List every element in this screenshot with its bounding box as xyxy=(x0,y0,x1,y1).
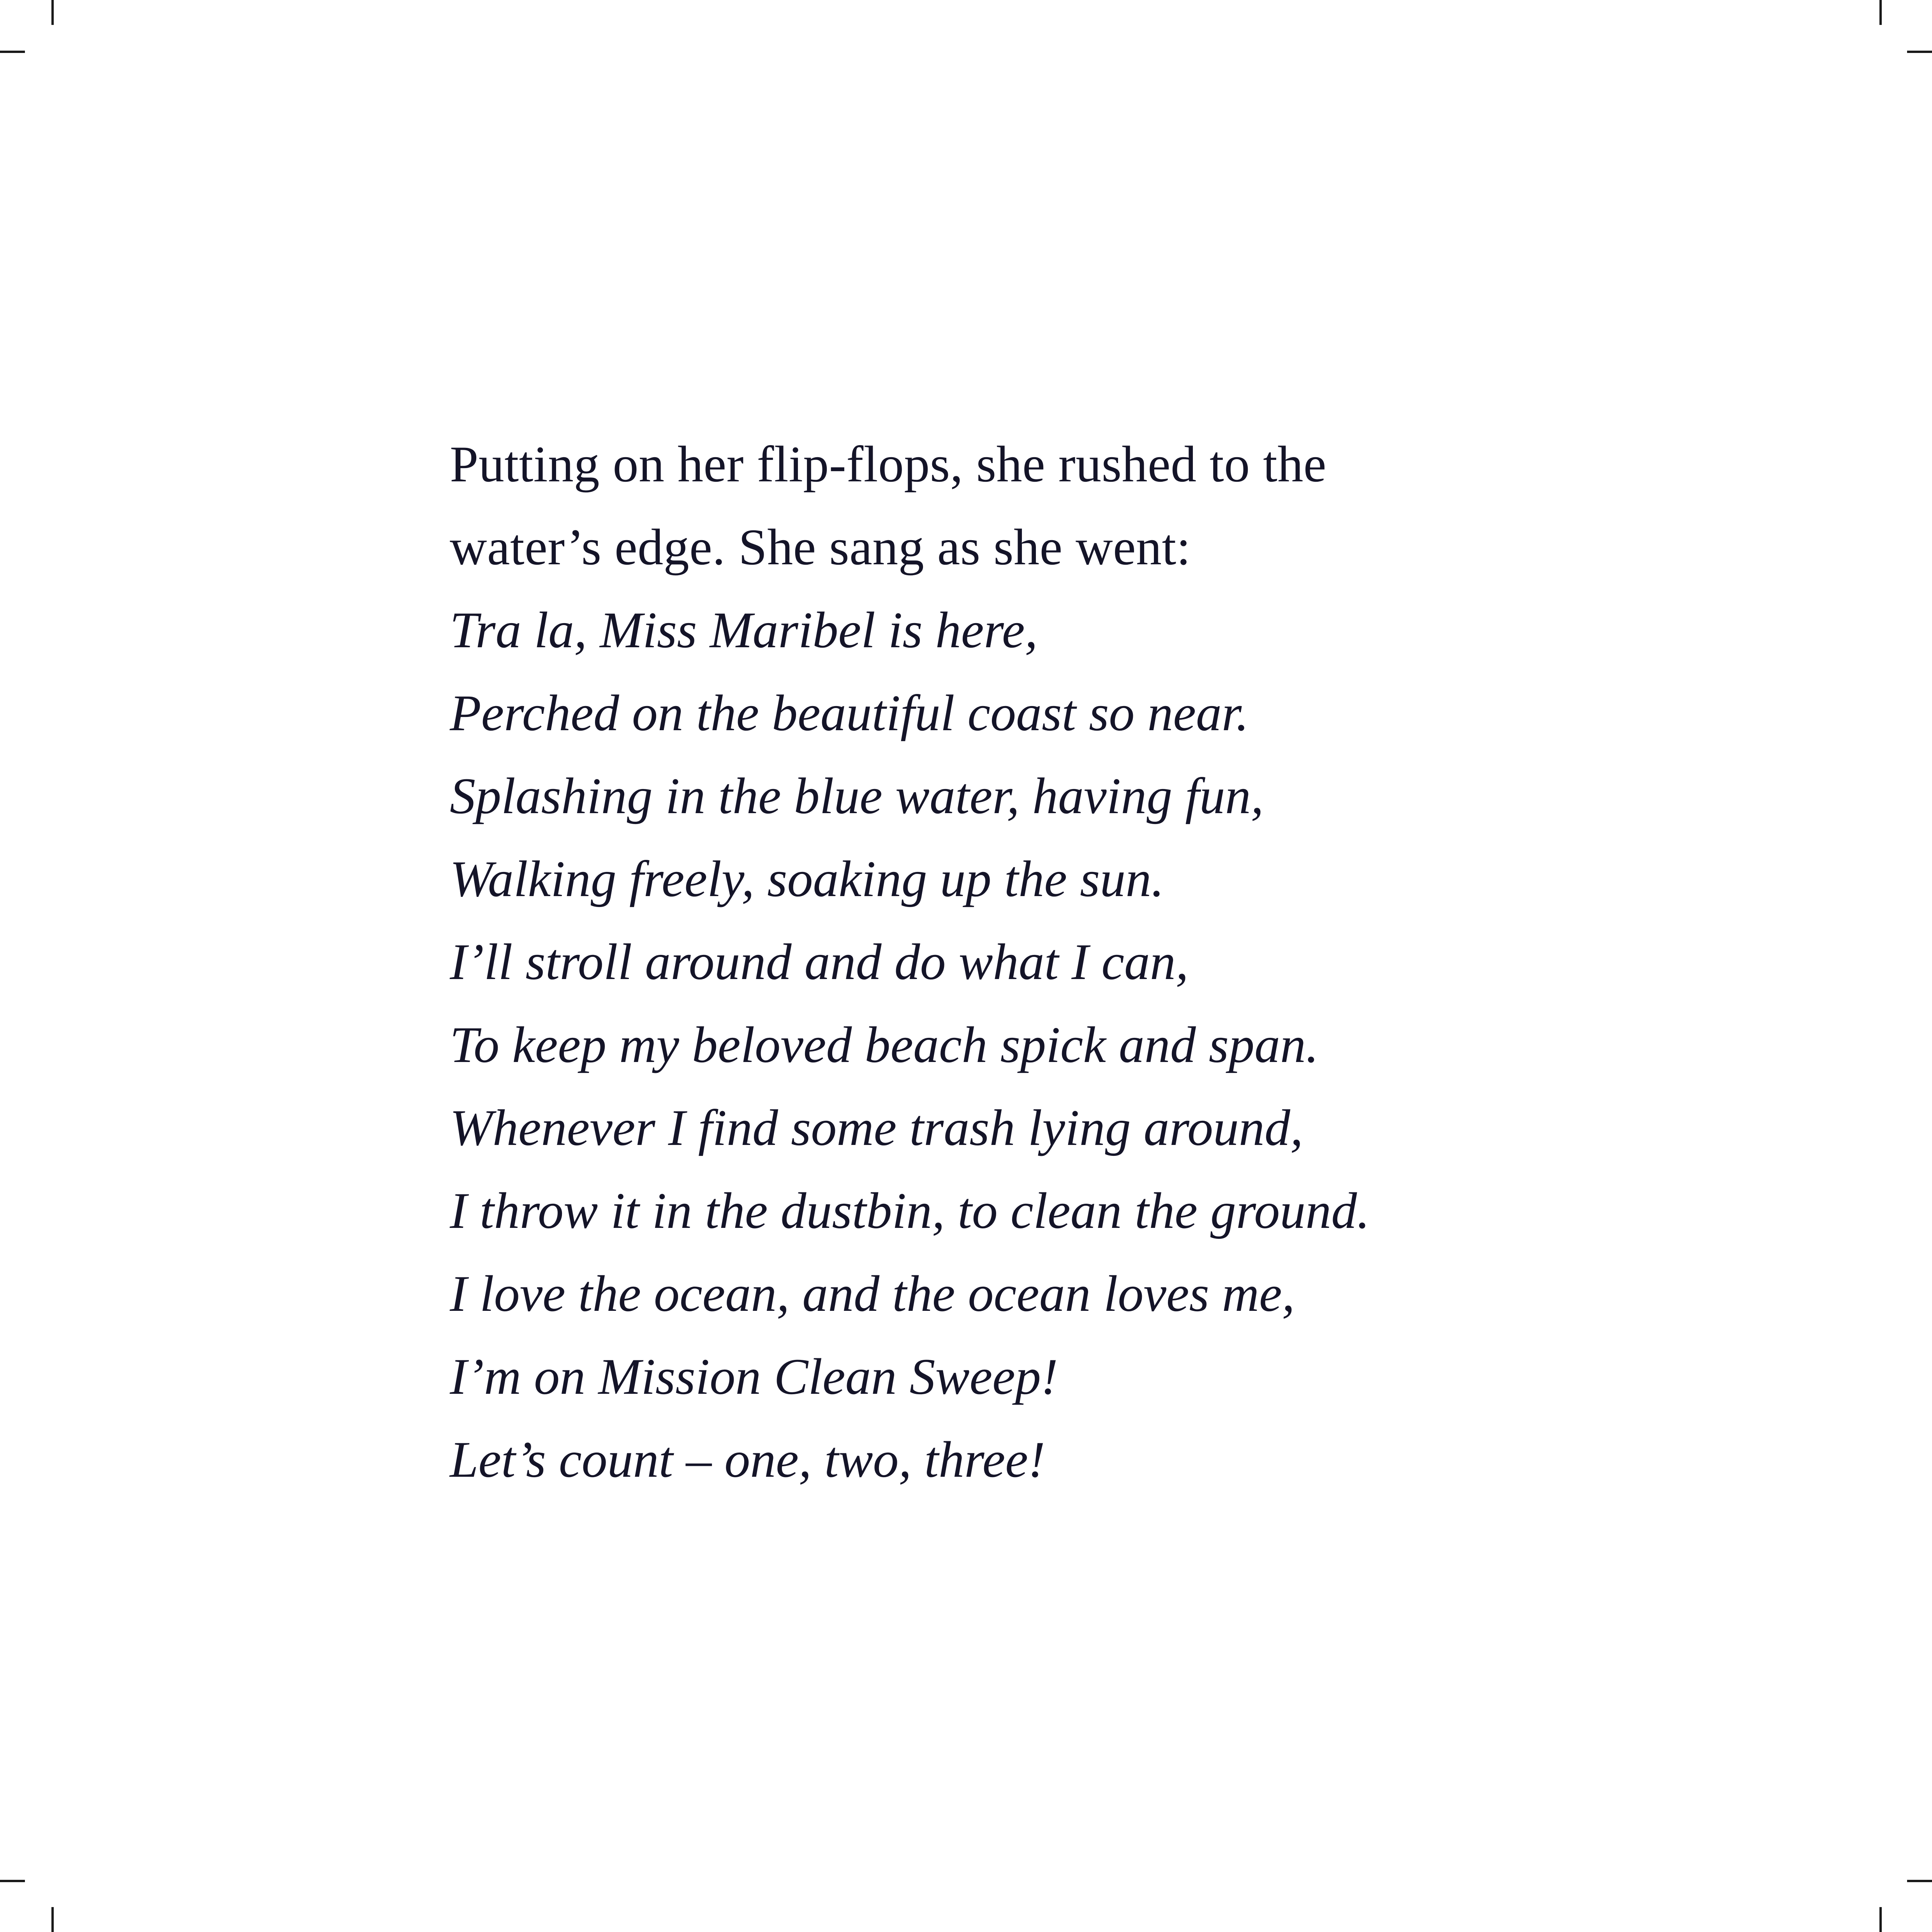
crop-mark-top-left-vertical xyxy=(51,0,54,25)
verse-line: Let’s count – one, two, three! xyxy=(450,1431,1045,1488)
verse-line: Walking freely, soaking up the sun. xyxy=(450,850,1164,907)
crop-mark-bottom-right-horizontal xyxy=(1907,1880,1932,1882)
crop-mark-bottom-right-vertical xyxy=(1879,1907,1882,1932)
verse-line: Splashing in the blue water, having fun, xyxy=(450,767,1264,824)
page-text-block xyxy=(450,423,1579,1501)
crop-mark-bottom-left-vertical xyxy=(51,1907,54,1932)
crop-mark-top-right-horizontal xyxy=(1907,51,1932,53)
prose-line: Putting on her flip-flops, she rushed to the xyxy=(450,435,1327,493)
song-verse xyxy=(450,588,1579,1501)
verse-line: I’ll stroll around and do what I can, xyxy=(450,933,1189,990)
verse-line: To keep my beloved beach spick and span. xyxy=(450,1016,1319,1073)
crop-mark-top-left-horizontal xyxy=(0,51,25,53)
crop-mark-bottom-left-horizontal xyxy=(0,1880,25,1882)
prose-line: water’s edge. She sang as she went: xyxy=(450,518,1191,576)
verse-line: Perched on the beautiful coast so near. xyxy=(450,684,1249,741)
verse-line: I’m on Mission Clean Sweep! xyxy=(450,1348,1058,1405)
crop-mark-top-right-vertical xyxy=(1879,0,1882,25)
verse-line: Whenever I find some trash lying around, xyxy=(450,1099,1303,1156)
verse-line: Tra la, Miss Maribel is here, xyxy=(450,601,1038,659)
verse-line: I love the ocean, and the ocean loves me, xyxy=(450,1265,1295,1322)
verse-line: I throw it in the dustbin, to clean the ground. xyxy=(450,1182,1370,1239)
